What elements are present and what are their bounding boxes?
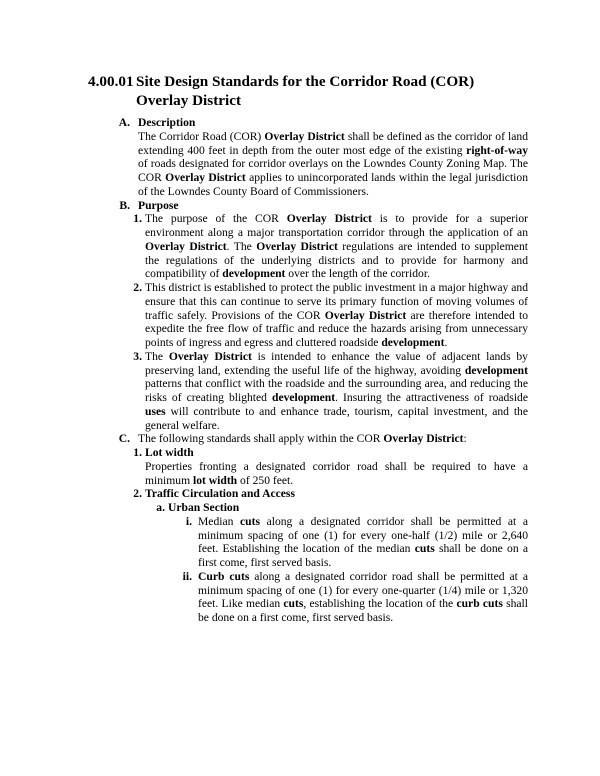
section-c-item-2-title: Traffic Circulation and Access <box>145 487 295 501</box>
list-item <box>130 446 528 460</box>
section-a-paragraph: The Corridor Road (COR) Overlay District shall be defined as the corridor of land extending 400 feet in depth from the outer most edge of the existing right-of-way of roads designated for corridor overlays on the Lowndes County Zoning Map. The COR Overlay District applies to unincorporated lands within the legal jurisdiction of the Lowndes County Board of Commissioners. <box>138 129 528 198</box>
section-number: 4.00.01 <box>88 73 134 90</box>
section-c-item-2-sub-a-title: Urban Section <box>168 501 240 514</box>
roman-item-ii-marker: ii. <box>182 569 192 583</box>
section-a-title: Description <box>138 116 196 129</box>
list-item <box>170 570 528 625</box>
section-c-marker: C. <box>118 432 130 446</box>
list-item <box>130 350 528 433</box>
roman-item-ii-text: Curb cuts along a designated corridor road shall be permitted at a minimum spacing of one (1) for every one-quarter (1/4) mile or 1,320 feet. Like median cuts, establishing the location of the curb cuts shall be done on a first come, first served basis. <box>198 569 529 624</box>
section-b-item-3-marker: 3. <box>133 349 142 363</box>
document-heading <box>88 72 528 110</box>
section-c-item-1-marker: 1. <box>133 446 142 459</box>
section-c-item-1-paragraph-row <box>145 460 528 488</box>
list-item <box>170 515 528 570</box>
section-a-heading <box>108 116 528 130</box>
document-body <box>88 72 528 625</box>
section-a-paragraph-row <box>108 130 528 199</box>
list-item <box>152 501 528 515</box>
section-b-item-2-text: This district is established to protect the public investment in a major highway and ensure that this can continue to serve its primary function of moving volumes of traffic safely. Provisions of the COR Overlay District are therefore intended to expedite the free flow of traffic and reduce the hazards arising from unnecessary points of ingress and egress and cluttered roadside development. <box>145 281 528 349</box>
page-title: Site Design Standards for the Corridor Road (COR) Overlay District <box>136 73 475 109</box>
section-b-item-1-marker: 1. <box>133 212 142 226</box>
list-item <box>130 212 528 281</box>
section-c-item-1-paragraph: Properties fronting a designated corridor road shall be required to have a minimum lot width of 250 feet. <box>145 459 528 487</box>
roman-item-i-text: Median cuts along a designated corridor shall be permitted at a minimum spacing of one (1) for every one-half (1/2) mile or 2,640 feet. Establishing the location of the median cuts shall be done on a first come, first served basis. <box>198 514 529 569</box>
section-b-item-1-text: The purpose of the COR Overlay District is to provide for a superior environment along a major transportation corridor through the application of an Overlay District. The Overlay District regulations are intended to supplement the regulations of the underlying districts and to provide for harmony and compatibility of development over the length of the corridor. <box>145 212 528 281</box>
section-b-item-2-marker: 2. <box>133 281 142 294</box>
section-b-heading <box>108 199 528 213</box>
roman-item-i-marker: i. <box>185 514 192 528</box>
section-b-title: Purpose <box>138 198 179 212</box>
section-b-marker: B. <box>119 198 130 212</box>
list-item <box>130 281 528 350</box>
section-c-item-2-marker: 2. <box>133 487 142 501</box>
section-c-item-2-sub-a-marker: a. <box>156 501 165 514</box>
section-a-marker: A. <box>118 116 130 129</box>
section-c-item-1-title: Lot width <box>145 446 194 459</box>
list-item <box>130 487 528 501</box>
section-c-heading <box>108 432 528 446</box>
section-b-item-3-text: The Overlay District is intended to enhance the value of adjacent lands by preserving land, extending the useful life of the highway, avoiding development patterns that conflict with the roadside and the surrounding area, and reducing the risks of creating blighted development. Insuring the attractiveness of roadside uses will contribute to and enhance trade, tourism, capital investment, and the general welfare. <box>145 349 528 432</box>
section-c-lead-text: The following standards shall apply within the COR Overlay District: <box>138 432 467 446</box>
